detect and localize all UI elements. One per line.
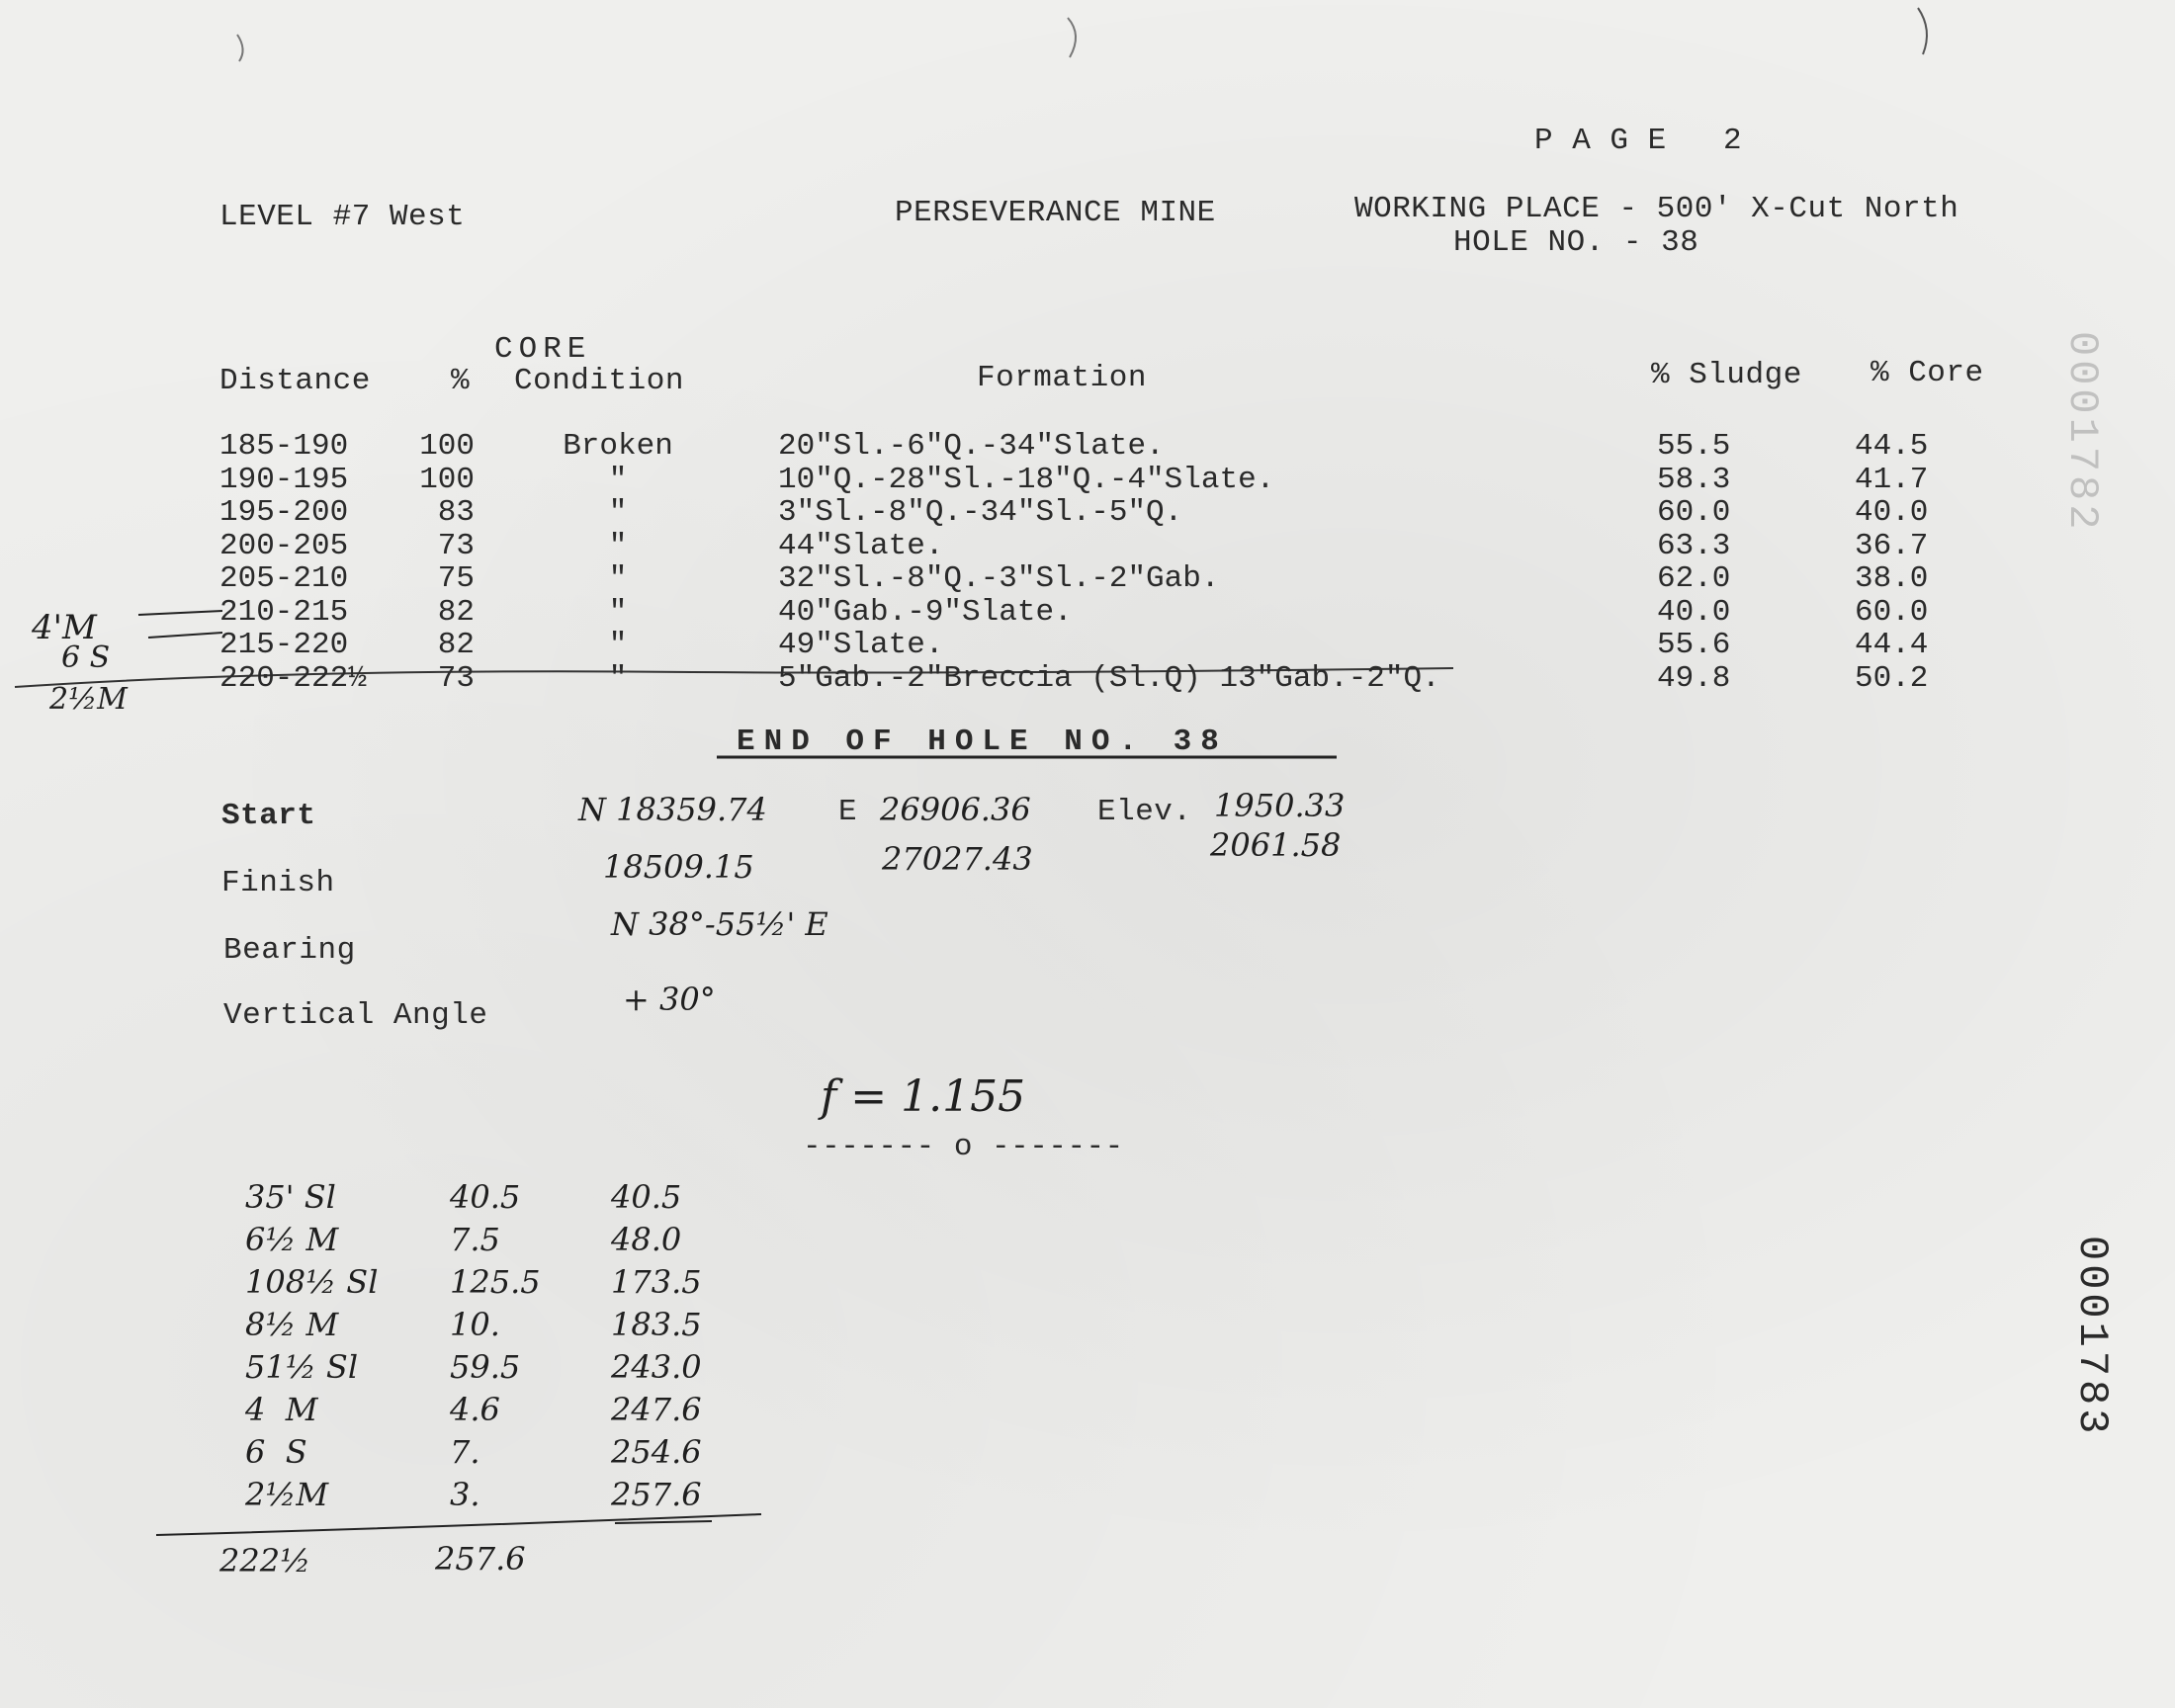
tally-total-distance: 222½	[219, 1542, 311, 1580]
row-percent: 100	[419, 462, 475, 497]
tally-running-total: 48.0	[611, 1221, 682, 1258]
tally-value: 3.	[450, 1476, 480, 1513]
table-row	[0, 429, 2175, 463]
row-sludge: 60.0	[1657, 495, 1731, 530]
tally-label: 51½ Sl	[245, 1348, 359, 1386]
tally-label: 6 S	[245, 1433, 307, 1471]
section-divider: ------- o -------	[803, 1130, 1124, 1164]
row-core: 41.7	[1855, 462, 1929, 497]
row-core: 44.5	[1855, 429, 1929, 464]
tally-value: 125.5	[450, 1263, 541, 1301]
tally-value: 7.	[450, 1433, 480, 1471]
col-condition: Condition	[514, 364, 684, 398]
mine-name: PERSEVERANCE MINE	[895, 196, 1216, 230]
tally-row	[0, 1348, 2175, 1388]
level-label: LEVEL #7 West	[219, 200, 466, 234]
finish-easting: 27027.43	[882, 840, 1033, 878]
tally-row	[0, 1476, 2175, 1515]
start-elevation: 1950.33	[1214, 787, 1346, 824]
row-percent: 83	[437, 495, 475, 530]
tally-row	[0, 1263, 2175, 1303]
col-formation: Formation	[977, 361, 1147, 395]
page-number: P A G E 2	[1534, 124, 1743, 158]
tally-row	[0, 1391, 2175, 1430]
row-condition: "	[608, 495, 628, 530]
vertical-angle-label: Vertical Angle	[223, 998, 488, 1033]
table-row	[0, 595, 2175, 629]
tally-running-total: 173.5	[611, 1263, 702, 1301]
core-group-header: CORE	[494, 332, 592, 367]
start-easting: 26906.36	[880, 791, 1031, 828]
row-formation: 20"Sl.-6"Q.-34"Slate.	[778, 429, 1165, 464]
row-distance: 215-220	[219, 628, 349, 662]
tally-value: 7.5	[450, 1221, 500, 1258]
row-condition: "	[608, 660, 628, 696]
table-row	[0, 561, 2175, 595]
working-place: WORKING PLACE - 500' X-Cut North	[1354, 192, 1959, 226]
archive-number-stamp: 0001783	[2068, 1236, 2116, 1438]
hole-number: HOLE NO. - 38	[1453, 225, 1699, 260]
row-distance: 185-190	[219, 429, 349, 464]
start-easting-label: E	[838, 795, 858, 829]
row-sludge: 40.0	[1657, 594, 1731, 630]
tally-value: 40.5	[450, 1178, 521, 1216]
tally-value: 59.5	[450, 1348, 521, 1386]
tally-row	[0, 1306, 2175, 1345]
row-distance: 210-215	[219, 594, 349, 630]
end-of-hole-title: END OF HOLE NO. 38	[737, 725, 1228, 759]
start-label: Start	[221, 799, 316, 833]
tally-label: 4 M	[245, 1391, 318, 1428]
table-row	[0, 661, 2175, 695]
row-percent: 82	[437, 594, 475, 630]
row-core: 38.0	[1855, 561, 1929, 596]
row-distance: 205-210	[219, 561, 349, 596]
row-condition: "	[608, 462, 628, 497]
table-row	[0, 529, 2175, 562]
row-formation: 3"Sl.-8"Q.-34"Sl.-5"Q.	[778, 495, 1183, 530]
tally-running-total: 257.6	[611, 1476, 702, 1513]
row-distance: 190-195	[219, 462, 349, 497]
finish-elevation: 2061.58	[1210, 826, 1342, 864]
table-row	[0, 495, 2175, 529]
tally-value: 10.	[450, 1306, 500, 1343]
margin-note-3: 2½M	[49, 682, 128, 717]
vertical-angle-value: + 30°	[623, 981, 716, 1018]
start-northing: N 18359.74	[578, 791, 767, 828]
tally-running-total: 40.5	[611, 1178, 682, 1216]
row-core: 44.4	[1855, 628, 1929, 662]
tally-running-total: 247.6	[611, 1391, 702, 1428]
row-condition: "	[608, 594, 628, 630]
tally-total-sum: 257.6	[435, 1540, 526, 1578]
row-formation: 5"Gab.-2"Breccia (Sl.Q) 13"Gab.-2"Q.	[778, 660, 1440, 696]
row-condition: "	[608, 561, 628, 596]
row-core: 36.7	[1855, 528, 1929, 563]
col-distance: Distance	[219, 364, 371, 398]
row-condition: "	[608, 628, 628, 662]
row-distance: 200-205	[219, 528, 349, 563]
tally-label: 108½ Sl	[245, 1263, 379, 1301]
col-percent: %	[451, 364, 471, 398]
tally-row	[0, 1433, 2175, 1473]
tally-value: 4.6	[450, 1391, 500, 1428]
row-formation: 40"Gab.-9"Slate.	[778, 594, 1073, 630]
row-percent: 100	[419, 429, 475, 464]
row-percent: 73	[437, 528, 475, 563]
table-row	[0, 463, 2175, 496]
tally-label: 35' Sl	[245, 1178, 336, 1216]
tally-row	[0, 1178, 2175, 1218]
faded-stamp: 0001782	[2058, 331, 2106, 534]
row-percent: 75	[437, 561, 475, 596]
row-condition: Broken	[563, 429, 673, 464]
col-sludge: % Sludge	[1651, 358, 1802, 392]
bearing-value: N 38°-55½' E	[611, 905, 828, 943]
margin-note-2: 6 S	[61, 640, 111, 675]
row-core: 50.2	[1855, 660, 1929, 696]
row-core: 40.0	[1855, 495, 1929, 530]
row-sludge: 58.3	[1657, 462, 1731, 497]
col-core: % Core	[1870, 356, 1984, 390]
row-distance: 220-222½	[219, 660, 367, 696]
bearing-label: Bearing	[223, 933, 356, 968]
tally-running-total: 183.5	[611, 1306, 702, 1343]
row-percent: 73	[437, 660, 475, 696]
table-row	[0, 628, 2175, 661]
row-sludge: 62.0	[1657, 561, 1731, 596]
tally-running-total: 254.6	[611, 1433, 702, 1471]
factor-value: f = 1.155	[821, 1071, 1026, 1122]
row-formation: 32"Sl.-8"Q.-3"Sl.-2"Gab.	[778, 561, 1220, 596]
finish-label: Finish	[221, 866, 335, 900]
row-sludge: 55.6	[1657, 628, 1731, 662]
finish-northing: 18509.15	[603, 848, 754, 886]
row-sludge: 63.3	[1657, 528, 1731, 563]
tally-row	[0, 1221, 2175, 1260]
tally-label: 2½M	[245, 1476, 329, 1513]
elevation-label: Elev.	[1097, 795, 1192, 829]
tally-label: 8½ M	[245, 1306, 339, 1343]
tally-label: 6½ M	[245, 1221, 339, 1258]
row-formation: 49"Slate.	[778, 628, 944, 662]
row-formation: 44"Slate.	[778, 528, 944, 563]
row-sludge: 49.8	[1657, 660, 1731, 696]
row-percent: 82	[437, 628, 475, 662]
margin-note-1: 4'M	[32, 608, 97, 647]
row-sludge: 55.5	[1657, 429, 1731, 464]
row-distance: 195-200	[219, 495, 349, 530]
row-condition: "	[608, 528, 628, 563]
row-core: 60.0	[1855, 594, 1929, 630]
row-formation: 10"Q.-28"Sl.-18"Q.-4"Slate.	[778, 462, 1275, 497]
tally-running-total: 243.0	[611, 1348, 702, 1386]
